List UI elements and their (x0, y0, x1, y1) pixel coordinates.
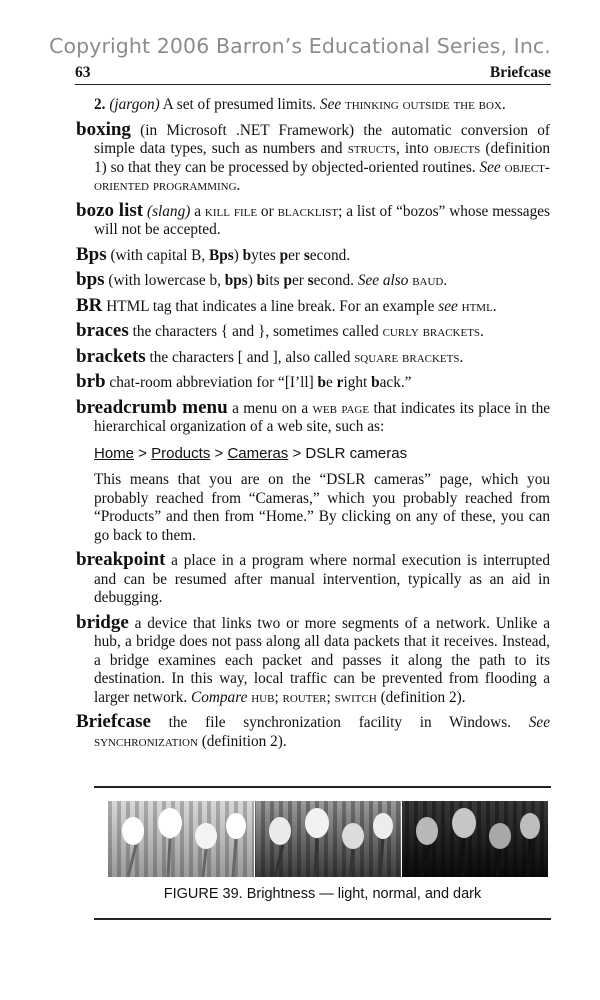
entry-definition-2: 2. (jargon) A set of presumed limits. See thinking outside the box. (94, 96, 506, 113)
entry-breadcrumb-menu: breadcrumb menu a menu on a web page that indicates its place in the hierarchical organization of a web site, such as: (76, 396, 551, 435)
figure-bottom-rule (94, 918, 551, 920)
entry-brb: brb chat-room abbreviation for “[I’ll] be right back.” (76, 371, 412, 392)
breadcrumb-current: DSLR cameras (305, 444, 408, 462)
headword: Briefcase (76, 711, 151, 732)
guide-word: Briefcase (489, 64, 551, 81)
dictionary-body (76, 96, 550, 757)
brightness-figure-image (108, 801, 548, 877)
running-header (75, 64, 551, 84)
breadcrumb-link-cameras[interactable]: Cameras (227, 444, 289, 462)
entry-brackets: brackets the characters [ and ], also called square brackets. (76, 345, 464, 367)
entry-briefcase: Briefcase the file synchronization facility in Windows. See synchronization (definition 2). (76, 711, 550, 750)
entry-bozo-list: bozo list (slang) a kill file or blacklist; a list of “bozos” whose messages will not be accepted. (76, 199, 550, 238)
headword: braces (76, 320, 129, 341)
breadcrumb-separator: > (288, 444, 306, 462)
headword: breakpoint (76, 549, 166, 570)
entry-braces: braces the characters { and }, sometimes called curly brackets. (76, 320, 484, 341)
entry-breakpoint: breakpoint a place in a program where normal execution is interrupted and can be resumed after manual intervention, typically as an aid in debugging. (76, 549, 550, 606)
headword: boxing (76, 118, 131, 140)
breadcrumb-link-products[interactable]: Products (151, 444, 211, 462)
panel-dark (402, 801, 548, 877)
entry-boxing: boxing (in Microsoft .NET Framework) the automatic conversion of simple data types, such as numbers and structs, into objects (definition 1) so that they can be processed by objected-oriented routines. See object-oriented programming. (76, 118, 550, 194)
entry-bps: bps (with lowercase b, bps) bits per second. See also baud. (76, 269, 448, 290)
figure-caption: FIGURE 39. Brightness — light, normal, and dark (163, 886, 482, 902)
panel-light (108, 801, 254, 877)
panel-normal (255, 801, 401, 877)
headword: brackets (76, 345, 146, 367)
entry-Bps: Bps (with capital B, Bps) bytes per second. (76, 243, 351, 265)
copyright-notice: Copyright 2006 Barron’s Educational Series, Inc. (49, 34, 551, 58)
headword: bridge (76, 611, 129, 633)
header-rule (75, 84, 551, 85)
headword: brb (76, 371, 106, 392)
headword: bozo list (76, 199, 144, 221)
headword: BR (76, 294, 103, 316)
headword: breadcrumb menu (76, 396, 228, 418)
page-number: 63 (75, 64, 91, 81)
headword: bps (76, 269, 105, 290)
entry-bridge: bridge a device that links two or more segments of a network. Unlike a hub, a bridge does not pass along all data packets that it receives. Instead, a bridge examines each packet and passes it along the path to its destination. In this way, local traffic can be prevented from flooding a larger network. Compare hub; router; switch (definition 2). (76, 611, 550, 706)
figure-top-rule (94, 786, 551, 788)
breadcrumb-separator: > (134, 444, 152, 462)
breadcrumb-example (94, 445, 550, 464)
breadcrumb-link-home[interactable]: Home (94, 444, 135, 462)
entry-BR: BR HTML tag that indicates a line break. For an example see html. (76, 294, 497, 316)
headword: Bps (76, 243, 107, 265)
breadcrumb-explanation: This means that you are on the “DSLR cameras” page, which you probably reached from “Cameras,” which you probably reached from “Products” and then from “Home.” By clicking on any of these, you can go back to them. (94, 471, 550, 544)
breadcrumb-separator: > (210, 444, 228, 462)
